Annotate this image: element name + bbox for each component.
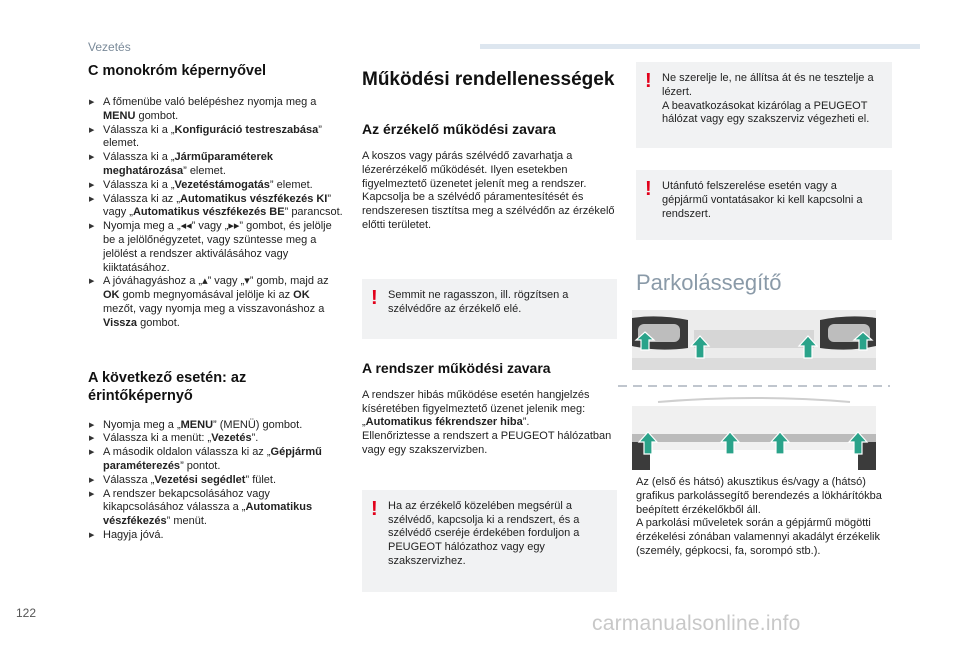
list-item: ▶ Hagyja jóvá. [88, 529, 343, 543]
warning-icon: ! [645, 70, 652, 92]
column-middle [362, 62, 617, 592]
list-item: ▶ A főmenübe való belépéshez nyomja meg a MENU gombot. [88, 96, 343, 124]
list-item: ▶ A rendszer bekapcsolásához vagy kikapcsolásához válassza a „Automatikus vészfékezés” menüt. [88, 488, 343, 529]
parking-paragraph-1: Az (első és hátsó) akusztikus és/vagy a (hátsó) grafikus parkolássegítő berendezés a lökhárítókba beépített érzékelőkből áll. [636, 476, 882, 516]
section-title-monochrome: C monokróm képernyővel [88, 63, 267, 79]
warning-text: Utánfutó felszerelése esetén vagy a gépjármű vontatásakor ki kell kapcsolni a rendszert. [662, 180, 863, 220]
warning-box-damage [362, 490, 617, 592]
list-item: ▶ Nyomja meg a „MENU” (MENÜ) gombot. [88, 419, 343, 433]
list-item: ▶ Válassza ki a menüt: „Vezetés”. [88, 432, 343, 446]
warning-text: Ne szerelje le, ne állítsa át és ne tesztelje a lézert. [662, 72, 874, 98]
header-rule [480, 44, 920, 49]
section-title-touchscreen: A következő esetén: az érintőképernyő [88, 369, 247, 404]
steps-touchscreen [88, 419, 343, 543]
section-title-parking: Parkolássegítő [636, 270, 782, 295]
parking-text [636, 476, 892, 559]
warning-text: Ha az érzékelő közelében megsérül a szélvédő, kapcsolja ki a rendszert, és a szélvédő cseréje érdekében forduljon a PEUGEOT hálózathoz vagy egy szakszervizhez. [388, 499, 580, 567]
warning-box-windscreen [362, 279, 617, 339]
page-title-malfunctions: Működési rendellenességek [362, 69, 615, 90]
warning-text: A beavatkozásokat kizárólag a PEUGEOT hálózat vagy egy szakszerviz végezheti el. [662, 99, 870, 126]
system-paragraph: A rendszer hibás működése esetén hangjelzés kíséretében figyelmeztető üzenet jelenik meg: „Automatikus fékrendszer hiba”. Ellenőriztesse a rendszert a PEUGEOT hálózatban vagy egy szakszervizben. [362, 388, 612, 456]
steps-monochrome [88, 96, 343, 331]
warning-box-trailer [636, 170, 892, 240]
running-header: Vezetés [88, 40, 131, 54]
watermark: carmanualsonline.info [592, 612, 801, 635]
warning-icon: ! [645, 178, 652, 200]
subsection-title-sensor: Az érzékelő működési zavara [362, 121, 556, 137]
warning-box-laser [636, 62, 892, 148]
rear-bumper [632, 398, 876, 470]
list-item: ▶ Válassza ki a „Vezetéstámogatás” elemet. [88, 179, 343, 193]
list-item: ▶ Válassza ki a „Járműparaméterek meghatározása” elemet. [88, 151, 343, 179]
parking-sensors-illustration [618, 310, 890, 470]
page-number: 122 [16, 606, 37, 620]
warning-icon: ! [371, 286, 378, 309]
parking-paragraph-2: A parkolási műveletek során a gépjármű mögötti érzékelési zónában valamennyi akadályt érzékelik (személy, gépkocsi, fa, sorompó stb.). [636, 517, 880, 557]
sensor-paragraph: A koszos vagy párás szélvédő zavarhatja a lézerérzékelő működését. Ilyen esetekben figyelmeztető üzenetet jelenít meg a rendszer. Kapcsolja be a szélvédő páramentesítését és rendszeresen tisztítsa meg a szélvédőn az érzékelő előtti területet. [362, 150, 615, 231]
column-right [636, 62, 892, 296]
warning-icon: ! [371, 497, 378, 520]
subsection-title-system: A rendszer működési zavara [362, 359, 551, 376]
list-item: ▶ Nyomja meg a „◂◂” vagy „▸▸” gombot, és jelölje be a jelölőnégyzetet, vagy szüntesse meg a jelölést a rendszer aktiválásához vagy kiiktatásához. [88, 220, 343, 275]
list-item: ▶ Válassza „Vezetési segédlet” fület. [88, 474, 343, 488]
list-item: ▶ Válassza ki az „Automatikus vészfékezés KI” vagy „Automatikus vészfékezés BE” parancsot. [88, 193, 343, 221]
column-left [88, 62, 343, 543]
warning-text: Semmit ne ragasszon, ill. rögzítsen a szélvédőre az érzékelő elé. [388, 288, 569, 315]
front-bumper [632, 310, 876, 370]
list-item: ▶ A jóváhagyáshoz a „▴” vagy „▾” gomb, majd az OK gomb megnyomásával jelölje ki az OK mezőt, vagy nyomja meg a visszavonáshoz a Vissza gombot. [88, 275, 343, 330]
list-item: ▶ A második oldalon válassza ki az „Gépjármű paraméterezés” pontot. [88, 446, 343, 474]
list-item: ▶ Válassza ki a „Konfiguráció testreszabása” elemet. [88, 124, 343, 152]
